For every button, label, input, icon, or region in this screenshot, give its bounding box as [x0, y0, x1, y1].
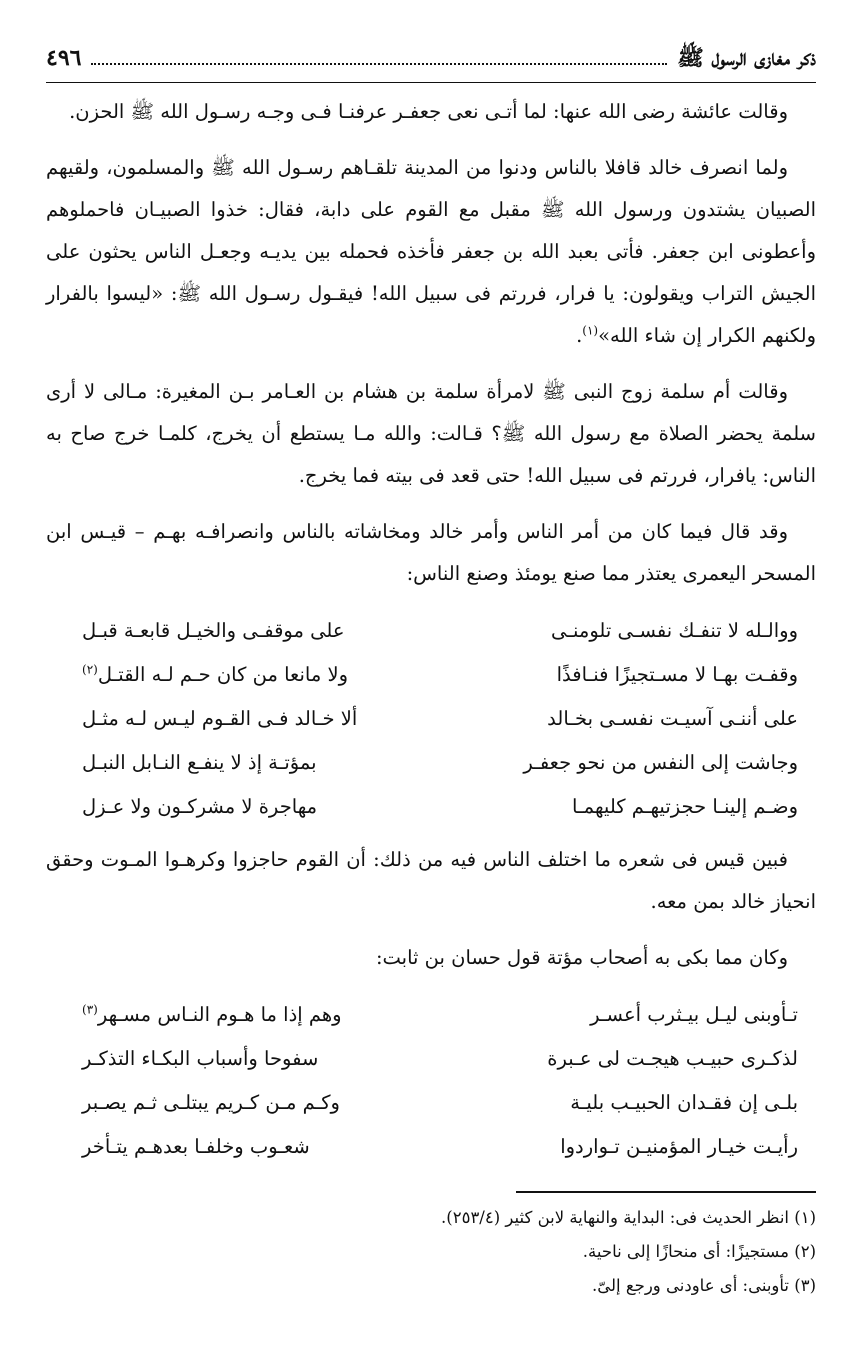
verse	[82, 993, 798, 1037]
verse-first-hemistich: وجاشت إلى النفس من نحو جعفـر	[523, 751, 798, 774]
verse-second-hemistich	[82, 697, 419, 741]
header-dot-leader	[91, 63, 667, 65]
hemistich-text: سفوحا وأسباب البكـاء التذكـر	[82, 1047, 319, 1070]
running-title: ذكر مغازى الرسول ﷺ	[677, 45, 816, 71]
poem-hassan	[82, 993, 798, 1169]
hemistich-text: ألا خـالد فـى القـوم ليـس لـه مثـل	[82, 707, 358, 730]
hemistich-text: بمؤتـة إذ لا ينفـع النـابل النبـل	[82, 751, 317, 774]
footnote-separator	[516, 1191, 816, 1193]
hemistich-text: وهم إذا ما هـوم النـاس مسـهر	[97, 1003, 342, 1026]
verse-second-hemistich	[82, 993, 419, 1037]
paragraph-qays-intro: وقد قال فيما كان من أمر الناس وأمر خالد ومخاشاته بالناس وانصرافـه بهـم – قيـس ابن المسحر اليعمرى يعتذر مما صنع يومئذ وصنع الناس:	[46, 520, 816, 585]
page-header	[46, 44, 816, 84]
verse	[82, 1037, 798, 1081]
footnote-ref-2: (٢)	[82, 662, 98, 677]
verse-first-hemistich: على أننـى آسيـت نفسـى بخـالد	[547, 707, 798, 730]
hemistich-text: على موقفـى والخيـل قابعـة قبـل	[82, 619, 345, 642]
verse-second-hemistich	[82, 785, 419, 829]
verse	[82, 1081, 798, 1125]
footnote-ref-1: (١)	[582, 323, 599, 338]
hemistich-text: مهاجرة لا مشركـون ولا عـزل	[82, 795, 318, 818]
verse	[82, 697, 798, 741]
footnote-2: (٢) مستجيزًا: أى منحازًا إلى ناحية.	[582, 1242, 816, 1261]
footnote-1: (١) انظر الحديث فى: البداية والنهاية لابن كثير (٢٥٣/٤).	[441, 1208, 816, 1227]
paragraph-return-text: ولما انصرف خالد قافلا بالناس ودنوا من المدينة تلقـاهم رسـول الله ﷺ والمسلمون، ولقيهم الصبيان يشتدون ورسول الله ﷺ مقبل مع القوم على دابة، فقال: خذوا الصبيـان فاحملوهم وأعطونى ابن جعفر. فأتى بعبد الله بن جعفر فأخذه فحمله بين يديـه وجعـل الناس يحثون على الجيش التراب ويقولون: يا فرار، فررتم فى سبيل الله! فيقـول رسـول الله ﷺ: «ليسوا بالفرار ولكنهم الكرار إن شاء الله»	[46, 156, 816, 347]
page-number: ٤٩٦	[46, 45, 82, 71]
verse	[82, 1125, 798, 1169]
verse-first-hemistich: وقفـت بهـا لا مسـتجيزًا فنـافذًا	[556, 663, 798, 686]
hemistich-text: شعـوب وخلفـا بعدهـم يتـأخر	[82, 1135, 310, 1158]
paragraph-return	[46, 147, 816, 357]
paragraph-qays-explanation: فبين قيس فى شعره ما اختلف الناس فيه من ذلك: أن القوم حاجزوا وكرهـوا المـوت وحقق انحياز خالد بمن معه.	[46, 848, 816, 913]
paragraph-hassan-intro: وكان مما بكى به أصحاب مؤتة قول حسان بن ثابت:	[375, 946, 788, 969]
verse	[82, 741, 798, 785]
verse-first-hemistich: وضـم إلينـا حجزتيهـم كليهمـا	[572, 795, 798, 818]
verse-first-hemistich: ووالـله لا تنفـك نفسـى تلومنـى	[551, 619, 798, 642]
poem-qays	[82, 609, 798, 829]
hemistich-text: وكـم مـن كـريم يبتلـى ثـم يصـبر	[82, 1091, 340, 1114]
paragraph-return-end: .	[576, 324, 583, 347]
verse-second-hemistich	[82, 1081, 419, 1125]
footnote-ref-3: (٣)	[82, 1002, 98, 1017]
verse	[82, 653, 798, 697]
verse	[82, 785, 798, 829]
verse-first-hemistich: بلـى إن فقـدان الحبيـب بليـة	[570, 1091, 798, 1114]
paragraph-aisha: وقالت عائشة رضى الله عنها: لما أتـى نعى جعفـر عرفنـا فـى وجـه رسـول الله ﷺ الحزن.	[69, 100, 788, 123]
verse-second-hemistich	[82, 1037, 419, 1081]
verse-first-hemistich: تـأوبنى ليـل بيـثرب أعسـر	[590, 1003, 798, 1026]
verse-first-hemistich: لذكـرى حبيـب هيجـت لى عـبرة	[547, 1047, 798, 1070]
header-rule	[46, 82, 816, 83]
verse-second-hemistich	[82, 653, 419, 697]
verse-second-hemistich	[82, 609, 419, 653]
verse-first-hemistich: رأيـت خيـار المؤمنيـن تـواردوا	[560, 1135, 798, 1158]
paragraph-umm-salama: وقالت أم سلمة زوج النبى ﷺ لامرأة سلمة بن هشام بن العـامر بـن المغيرة: مـالى لا أرى سلمة يحضر الصلاة مع رسول الله ﷺ؟ قـالت: والله مـا يستطع أن يخرج، كلمـا خرج صاح به الناس: يافرار، فررتم فى سبيل الله! حتى قعد فى بيته فما يخرج.	[46, 380, 816, 487]
verse	[82, 609, 798, 653]
verse-second-hemistich	[82, 1125, 419, 1169]
hemistich-text: ولا مانعا من كان حـم لـه القتـل	[97, 663, 348, 686]
footnote-3: (٣) تأوبنى: أى عاودنى ورجع إلىّ.	[591, 1276, 816, 1295]
verse-second-hemistich	[82, 741, 419, 785]
